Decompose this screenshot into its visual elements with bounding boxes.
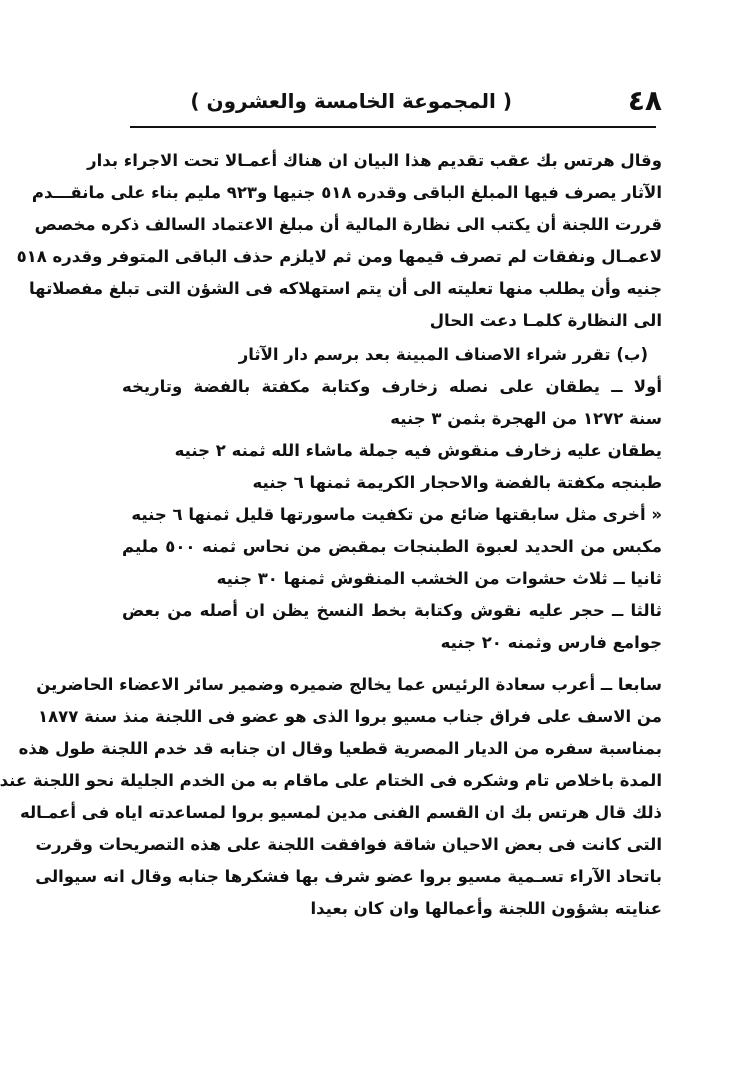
text-line: الآثار يصرف فيها المبلغ الباقى وقدره ٥١٨ جنيها و٩٢٣ مليم بناء على مانقـــدم xyxy=(31,183,662,202)
list-item: طبنجه مكفتة بالفضة والاحجار الكريمة ثمنها ٦ جنيه xyxy=(252,473,662,492)
list-item: ثالثا ــ حجر عليه نقوش وكتابة بخط النسخ يظن ان أصله من بعض xyxy=(122,601,662,620)
text-line: بمناسبة سفره من الديار المصرية قطعيا وقال ان جنابه قد خدم اللجنة طول هذه xyxy=(18,739,662,758)
list-item: جوامع فارس وثمنه ٢٠ جنيه xyxy=(440,633,662,652)
text-line: باتحاد الآراء تسـمية مسيو بروا عضو شرف بها فشكرها جنابه وقال انه سيوالى xyxy=(35,867,662,886)
text-line: لاعمـال ونفقات لم تصرف قيمها ومن ثم لايلزم حذف الباقى المتوفر وقدره ٥١٨ xyxy=(16,247,662,266)
list-item: سنة ١٢٧٢ من الهجرة بثمن ٣ جنيه xyxy=(390,409,662,428)
section-heading: (ب) تقرر شراء الاصناف المبينة بعد برسم دار الآثار xyxy=(238,345,648,364)
list-item: أولا ــ يطقان على نصله زخارف وكتابة مكفتة بالفضة وتاريخه xyxy=(122,377,662,396)
header-rule xyxy=(130,126,656,128)
text-line: ذلك قال هرتس بك ان القسم الفنى مدين لمسيو بروا لمساعدته اياه فى أعمـاله xyxy=(19,803,662,822)
text-line: عنايته بشؤون اللجنة وأعمالها وان كان بعيدا xyxy=(310,899,662,918)
text-line: سابعا ــ أعرب سعادة الرئيس عما يخالج ضميره وضمير سائر الاعضاء الحاضرين xyxy=(36,675,662,694)
text-line: وقال هرتس بك عقب تقديم هذا البيان ان هناك أعمـالا تحت الاجراء بدار xyxy=(87,151,662,170)
list-item: ثانيا ــ ثلاث حشوات من الخشب المنقوش ثمنها ٣٠ جنيه xyxy=(216,569,662,588)
text-line: جنيه وأن يطلب منها تعليته الى أن يتم استهلاكه فى الشؤن التى تبلغ مفصلاتها xyxy=(28,279,662,298)
list-item: مكبس من الحديد لعبوة الطبنجات بمقبض من نحاس ثمنه ٥٠٠ مليم xyxy=(122,537,662,556)
list-item: « أخرى مثل سابقتها ضائع من تكفيت ماسورتها قليل ثمنها ٦ جنيه xyxy=(131,505,662,524)
page-number: ٤٨ xyxy=(627,84,662,117)
list-item: يطقان عليه زخارف منقوش فيه جملة ماشاء الله ثمنه ٢ جنيه xyxy=(174,441,662,460)
page-header xyxy=(142,85,662,125)
text-line: المدة باخلاص تام وشكره فى الختام على ماقام به من الخدم الجليلة نحو اللجنة عند xyxy=(0,771,662,790)
text-line: من الاسف على فراق جناب مسيو بروا الذى هو عضو فى اللجنة منذ سنة ١٨٧٧ xyxy=(38,707,662,726)
running-title: ( المجموعة الخامسة والعشرون ) xyxy=(190,89,512,113)
text-line: الى النظارة كلمـا دعت الحال xyxy=(429,311,662,330)
text-line: التى كانت فى بعض الاحيان شاقة فوافقت اللجنة على هذه التصريحات وقررت xyxy=(35,835,662,854)
text-line: قررت اللجنة أن يكتب الى نظارة المالية أن مبلغ الاعتماد السالف ذكره مخصص xyxy=(34,215,662,234)
